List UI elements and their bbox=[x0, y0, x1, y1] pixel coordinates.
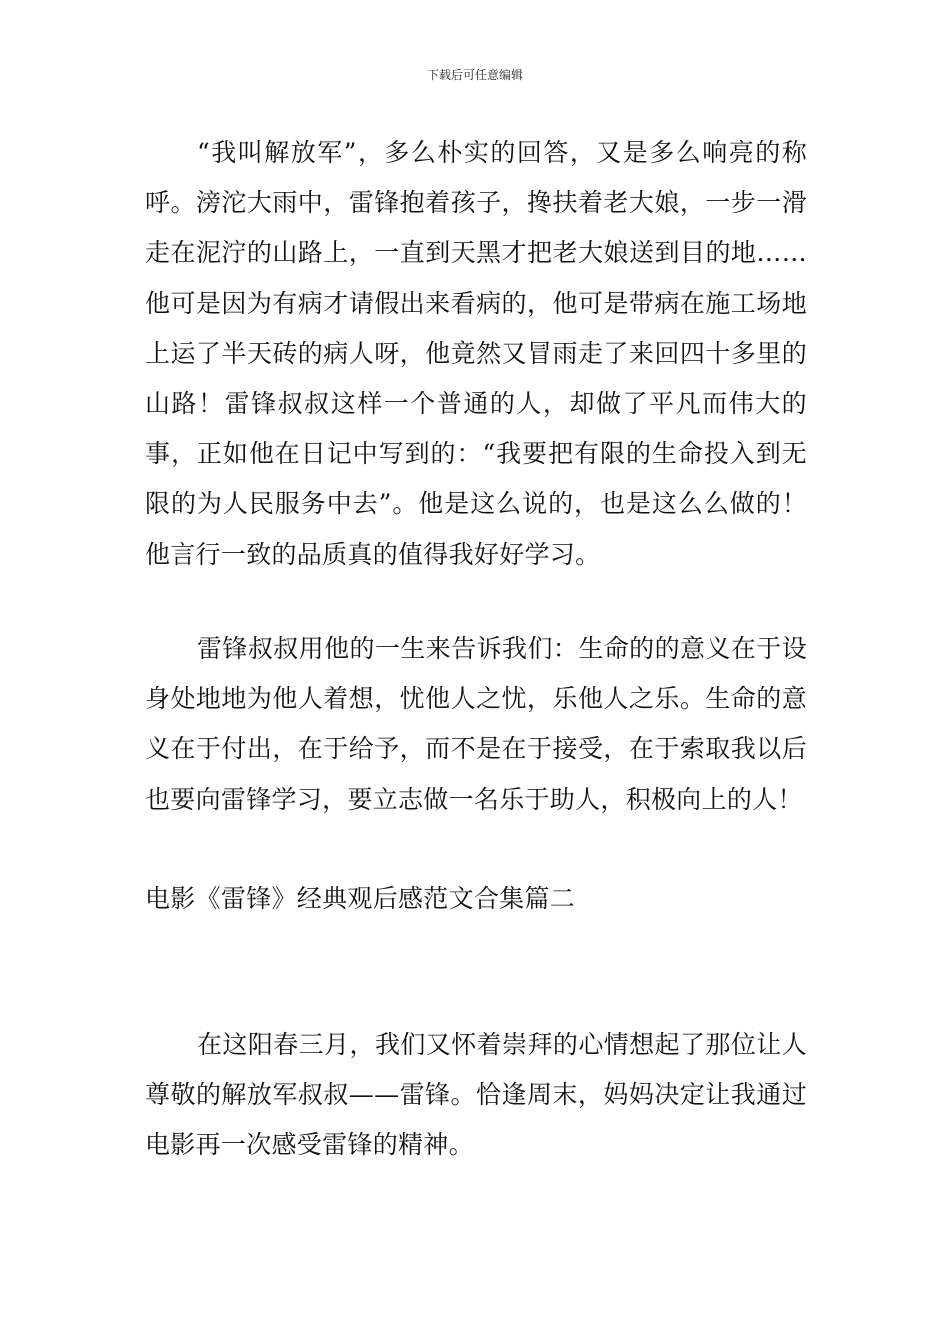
body-paragraph-1: “我叫解放军”，多么朴实的回答，又是多么响亮的称呼。滂沱大雨中，雷锋抱着孩子，搀扶着老大娘，一步一滑走在泥泞的山路上，一直到天黑才把老大娘送到目的地……他可是因为有病才请假出来看病的，他可是带病在施工场地上运了半天砖的病人呀，他竟然又冒雨走了来回四十多里的山路！雷锋叔叔这样一个普通的人，却做了平凡而伟大的事，正如他在日记中写到的：“我要把有限的生命投入到无限的为人民服务中去”。他是这么说的，也是这么么做的！他言行一致的品质真的值得我好好学习。 bbox=[145, 138, 807, 569]
section-heading: 电影《雷锋》经典观后感范文合集篇二 bbox=[145, 884, 576, 913]
body-paragraph-2: 雷锋叔叔用他的一生来告诉我们：生命的的意义在于设身处地地为他人着想，忧他人之忧，乐他人之乐。生命的意义在于付出，在于给予，而不是在于接受，在于索取我以后也要向雷锋学习，要立志做一名乐于助人，积极向上的人！ bbox=[145, 634, 807, 814]
body-paragraph-3: 在这阳春三月，我们又怀着崇拜的心情想起了那位让人尊敬的解放军叔叔——雷锋。恰逢周末，妈妈决定让我通过电影再一次感受雷锋的精神。 bbox=[145, 1030, 807, 1160]
page-header-note: 下载后可任意编辑 bbox=[426, 68, 523, 82]
